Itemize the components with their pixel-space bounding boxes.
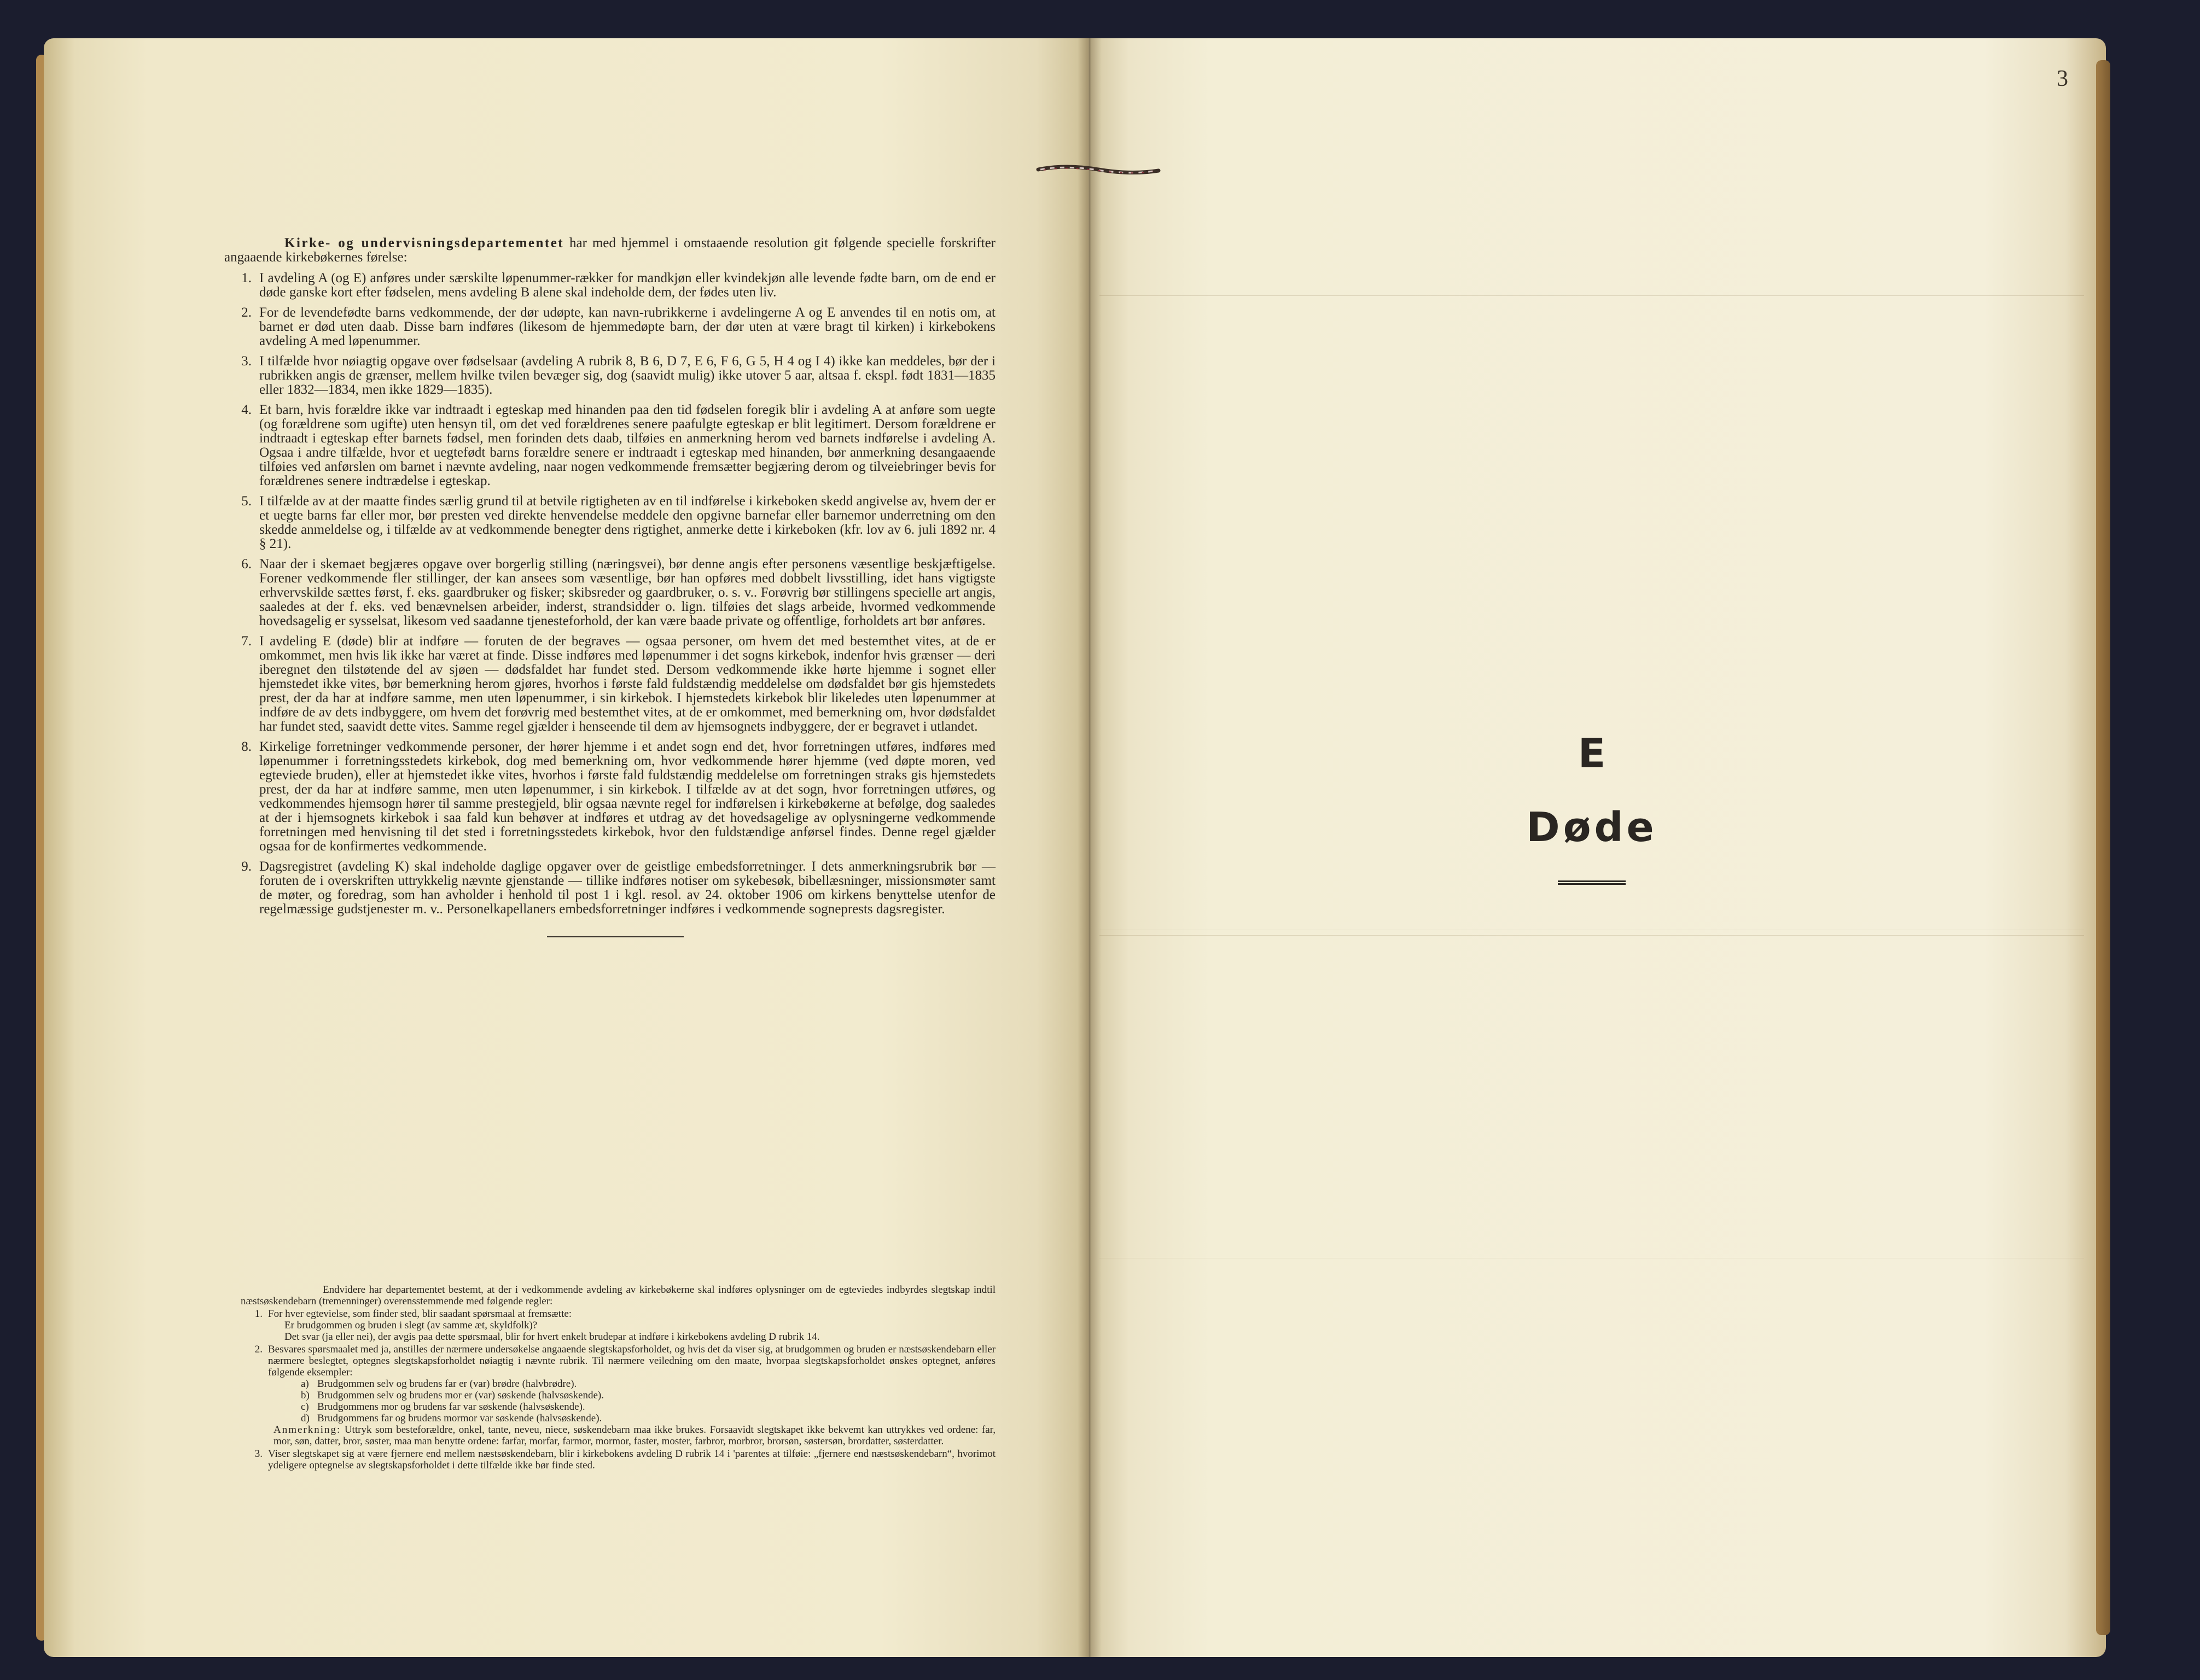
kinship-answer: Det svar (ja eller nei), der avgis paa dette spørsmaal, blir for hvert enkelt brudepar at indføre i kirkebokens avdeling D rubrik 14. (284, 1331, 820, 1343)
regulations-text (224, 236, 996, 937)
kinship-item-number: 2. (254, 1344, 263, 1355)
example-letter: a) (301, 1378, 309, 1390)
regulation-text: Kirkelige forretninger vedkommende personer, der hører hjemme i et andet sogn end det, hvor forretningen utføres, indføres med løpenummer i forretningsstedets kirkebok, dog med bemerkning om, hvor vedkommende hører hjemme (ved døpte moren, ved egteviede bruden), eller at hjemstedet ikke vites, hvorhos i første fald fuldstændig meddelelse om forretningen straks gis hjemstedets prest, der da har at indføre samme, men uten løpenummer, i sin kirkebok. I tilfælde av at det sogn, hvor forretningen utføres, og vedkommendes hjemsogn hører til samme prestegjeld, blir ogsaa nævnte regel for indførelsen i kirkebøkerne at befølge, dog saaledes at der i hjemsognets kirkebok i saa fald kun behøver at indføres et utdrag av det hovedsagelige av oplysningerne vedkommende forretningen med henvisning til det sted i forretningsstedets kirkebok, hvor den fuldstændige anførsel findes. Denne regel gjælder ogsaa for de konfirmertes vedkommende. (259, 739, 996, 854)
kinship-item (241, 1344, 996, 1378)
regulation-number: 4. (241, 402, 252, 417)
regulation-number: 3. (241, 354, 252, 369)
kinship-item (241, 1308, 996, 1320)
example-text: Brudgommen selv og brudens mor er (var) søskende (halvsøskende). (317, 1390, 604, 1401)
regulation-number: 6. (241, 557, 252, 571)
regulation-item (224, 634, 996, 734)
regulation-text: Et barn, hvis forældre ikke var indtraadt i egteskap med hinanden paa den tid fødselen foregik blir i avdeling A at anføre som uegte (og forældrene som ugifte) uten hensyn til, om det ved forældrenes senere paafulgte egteskap er blit legitimert. Dersom forældrene er indtraadt i egteskap efter barnets fødsel, men forinden dets daab, tilføies en anmerkning herom ved barnets indførelse i avdeling A. Ogsaa i andre tilfælde, hvor et uegtefødt barns forældre senere er indtraadt i egteskap med hinanden, bør anmerkning desangaaende tilføies ved anførslen om barnet i nævnte avdeling, naar nogen vedkommende fremsætter begjæring derom og tilveiebringer bevis for forældrenes senere indtrædelse i egteskap. (259, 402, 996, 488)
regulation-item (224, 860, 996, 917)
kinship-example (301, 1413, 996, 1424)
page-number: 3 (2057, 66, 2068, 91)
regulation-text: For de levendefødte barns vedkommende, der dør udøpte, kan navn-rubrikkerne i avdelingerne A og E anvendes til en notis om, at barnet er død uten daab. Disse barn indføres (likesom de hjemmedøpte barn, der dør uten at være bragt til kirken) i kirkebokens avdeling A med løpenummer. (259, 305, 996, 348)
regulation-text: I avdeling E (døde) blir at indføre — foruten de der begraves — ogsaa personer, om hvem det med bestemthet vites, at de er omkommet, men hvis lik ikke har været at finde. Disse indføres med løpenummer i det sogns kirkebok, indenfor hvis grænser — deri iberegnet den tilstøtende del av sjøen — dødsfaldet har fundet sted. Dersom vedkommende ikke hørte hjemme i sognet eller hjemstedet ikke vites, bør bemerkning herom gjøres, hvorhos i første fald fuldstændig meddelelse om dødsfaldet bør gis hjemstedets prest, der da har at indføre samme, men uten løpenummer, i sin kirkebok. I hjemstedets kirkebok blir likeledes uten løpenummer at indføre de av dets indbyggere, om hvem det forøvrig med bestemthet vites, at de er omkommet, med bemerkning om, hvor dødsfaldet har fundet sted, saavidt dette vites. Samme regel gjælder i henseende til dem av hjemsognets indbyggere, der er begravet i utlandet. (259, 634, 996, 734)
kinship-note (241, 1424, 996, 1447)
kinship-item-number: 3. (254, 1448, 263, 1460)
regulation-number: 2. (241, 305, 252, 320)
kinship-regulations (241, 1284, 996, 1471)
regulation-text: I tilfælde hvor nøiagtig opgave over fødselsaar (avdeling A rubrik 8, B 6, D 7, E 6, F 6, G 5, H 4 og I 4) ikke kan meddeles, bør der i rubrikken angis de grænser, mellem hvilke tvilen bevæger sig, dog (saavidt mulig) ikke utover 5 aar, altsaa f. ekspl. født 1831—1835 eller 1832—1834, men ikke 1829—1835). (259, 354, 996, 397)
kinship-intro: Endvidere har departementet bestemt, at der i vedkommende avdeling av kirkebøkerne skal indføres oplysninger om de egteviedes indbyrdes slegtskap indtil næstsøskendebarn (tremenninger) overensstemmende med følgende regler: (241, 1284, 996, 1307)
book-gutter (1078, 38, 1102, 1657)
title-double-rule (1558, 880, 1626, 885)
section-letter: E (1578, 730, 1606, 777)
kinship-question: Er brudgommen og bruden i slegt (av samme æt, skyldfolk)? (284, 1320, 538, 1331)
regulation-item (224, 354, 996, 397)
kinship-examples (241, 1378, 996, 1424)
regulation-text: Naar der i skemaet begjæres opgave over borgerlig stilling (næringsvei), bør denne angis efter personens væsentlige beskjæftigelse. Forener vedkommende fler stillinger, der kan ansees som væsentlige, bør han opføres med dobbelt livsstilling, idet hans vigtigste erhvervskilde sættes først, f. eks. gaardbruker og fisker; skibsreder og gaardbruker, o. s. v.. Forøvrig bør stillingens specielle art angis, saaledes at der f. eks. ved benævnelsen arbeider, inderst, strandsidder o. lign. tilføies det slags arbeide, hvormed vedkommende hovedsagelig er sysselsat, likesom ved saadanne tjenesteforhold, der kan være baade private og offentlige, forholdets art bør anføres. (259, 557, 996, 628)
example-letter: d) (301, 1413, 310, 1424)
regulation-number: 9. (241, 859, 252, 874)
regulation-item (224, 306, 996, 348)
kinship-example (301, 1390, 996, 1401)
section-divider (547, 936, 684, 937)
right-book-edge (2096, 60, 2110, 1635)
regulation-text: Dagsregistret (avdeling K) skal indeholde daglige opgaver over de geistlige embedsforretninger. I dets anmerkningsrubrik bør — foruten de i overskriften uttrykkelig nævnte gjenstande — tillike indføres notiser om sykebesøk, bibellæsninger, missionsmøter samt de møter, og foredrag, som han avholder i henhold til post 1 i kgl. resol. av 24. oktober 1906 om kirkens benyttelse utenfor de regelmæssige gudstjenester m. v.. Personelkapellaners embedsforretninger indføres i vedkommende sogneprests dagsregister. (259, 859, 996, 917)
regulation-item (224, 403, 996, 488)
binding-thread (1033, 162, 1164, 178)
example-letter: c) (301, 1401, 309, 1413)
regulations-title-lead: Kirke- og undervisningsdepartementet (284, 236, 564, 250)
regulation-number: 7. (241, 634, 252, 649)
regulations-title-rest: har med hjemmel i omstaaende resolution git følgende specielle forskrifter angaaende kirkebøkernes førelse: (224, 236, 996, 265)
regulations-title (224, 236, 996, 265)
regulation-item (224, 740, 996, 854)
regulation-text: I avdeling A (og E) anføres under særskilte løpenummer-rækker for mandkjøn eller kvindekjøn alle levende fødte barn, om de end er døde ganske kort efter fødselen, mens avdeling B alene skal indeholde dem, der fødes uten liv. (259, 271, 996, 300)
example-text: Brudgommens mor og brudens far var søskende (halvsøskende). (317, 1401, 585, 1413)
regulation-number: 5. (241, 494, 252, 509)
kinship-item-text: Viser slegtskapet sig at være fjernere end mellem næstsøskendebarn, blir i kirkebokens avdeling D rubrik 14 i 'parentes at tilføie: „fjernere end næstsøskendebarn“, hvorimot ydeligere optegnelse av slegtskapsforholdet i dette tilfælde ikke bør finde sted. (268, 1448, 996, 1471)
example-text: Brudgommens far og brudens mormor var søskende (halvsøskende). (317, 1413, 602, 1424)
open-register-book (44, 38, 2106, 1657)
kinship-example (301, 1378, 996, 1390)
regulation-number: 8. (241, 739, 252, 754)
kinship-item-text: Besvares spørsmaalet med ja, anstilles der nærmere undersøkelse angaaende slegtskapsforholdet, og hvis det da viser sig, at brudgommen og bruden er næstsøskendebarn eller nærmere beslegtet, optegnes slegtskapsforholdet nøiagtig i nævnte rubrik. Til nærmere veiledning om den maate, hvorpaa slegtskapsforholdet ønskes optegnet, anføres følgende eksempler: (268, 1344, 996, 1378)
example-letter: b) (301, 1390, 310, 1401)
note-text: Uttryk som besteforældre, onkel, tante, neveu, niece, søskendebarn maa ikke brukes. Forsaavidt slegtskapet ikke bekvemt kan uttrykkes ved ordene: far, mor, søn, datter, bror, søster, maa man benytte ordene: farfar, morfar, farmor, mormor, faster, moster, farbror, morbror, brorsøn, søstersøn, brordatter, søsterdatter. (273, 1424, 996, 1447)
regulation-number: 1. (241, 271, 252, 285)
kinship-item (241, 1448, 996, 1471)
section-title: Døde (1526, 804, 1657, 851)
kinship-example (301, 1401, 996, 1413)
kinship-item-number: 1. (254, 1308, 263, 1320)
regulation-item (224, 494, 996, 551)
regulation-text: I tilfælde av at der maatte findes særlig grund til at betvile rigtigheten av en til indførelse i kirkeboken skedd angivelse av, hvem der er et uegte barns far eller mor, bør presten ved direkte henvendelse meddele den opgivne barnefar eller barnemor underretning om den skedde anmeldelse og, i tilfælde av at vedkommende benegter dens rigtighet, anmerke dette i kirkeboken (kfr. lov av 6. juli 1892 nr. 4 § 21). (259, 494, 996, 551)
note-lead: Anmerkning: (273, 1424, 341, 1436)
example-text: Brudgommen selv og brudens far er (var) brødre (halvbrødre). (317, 1378, 577, 1390)
regulation-item (224, 557, 996, 628)
regulation-item (224, 271, 996, 300)
kinship-item-text: For hver egtevielse, som finder sted, blir saadant spørsmaal at fremsætte: (268, 1308, 572, 1320)
